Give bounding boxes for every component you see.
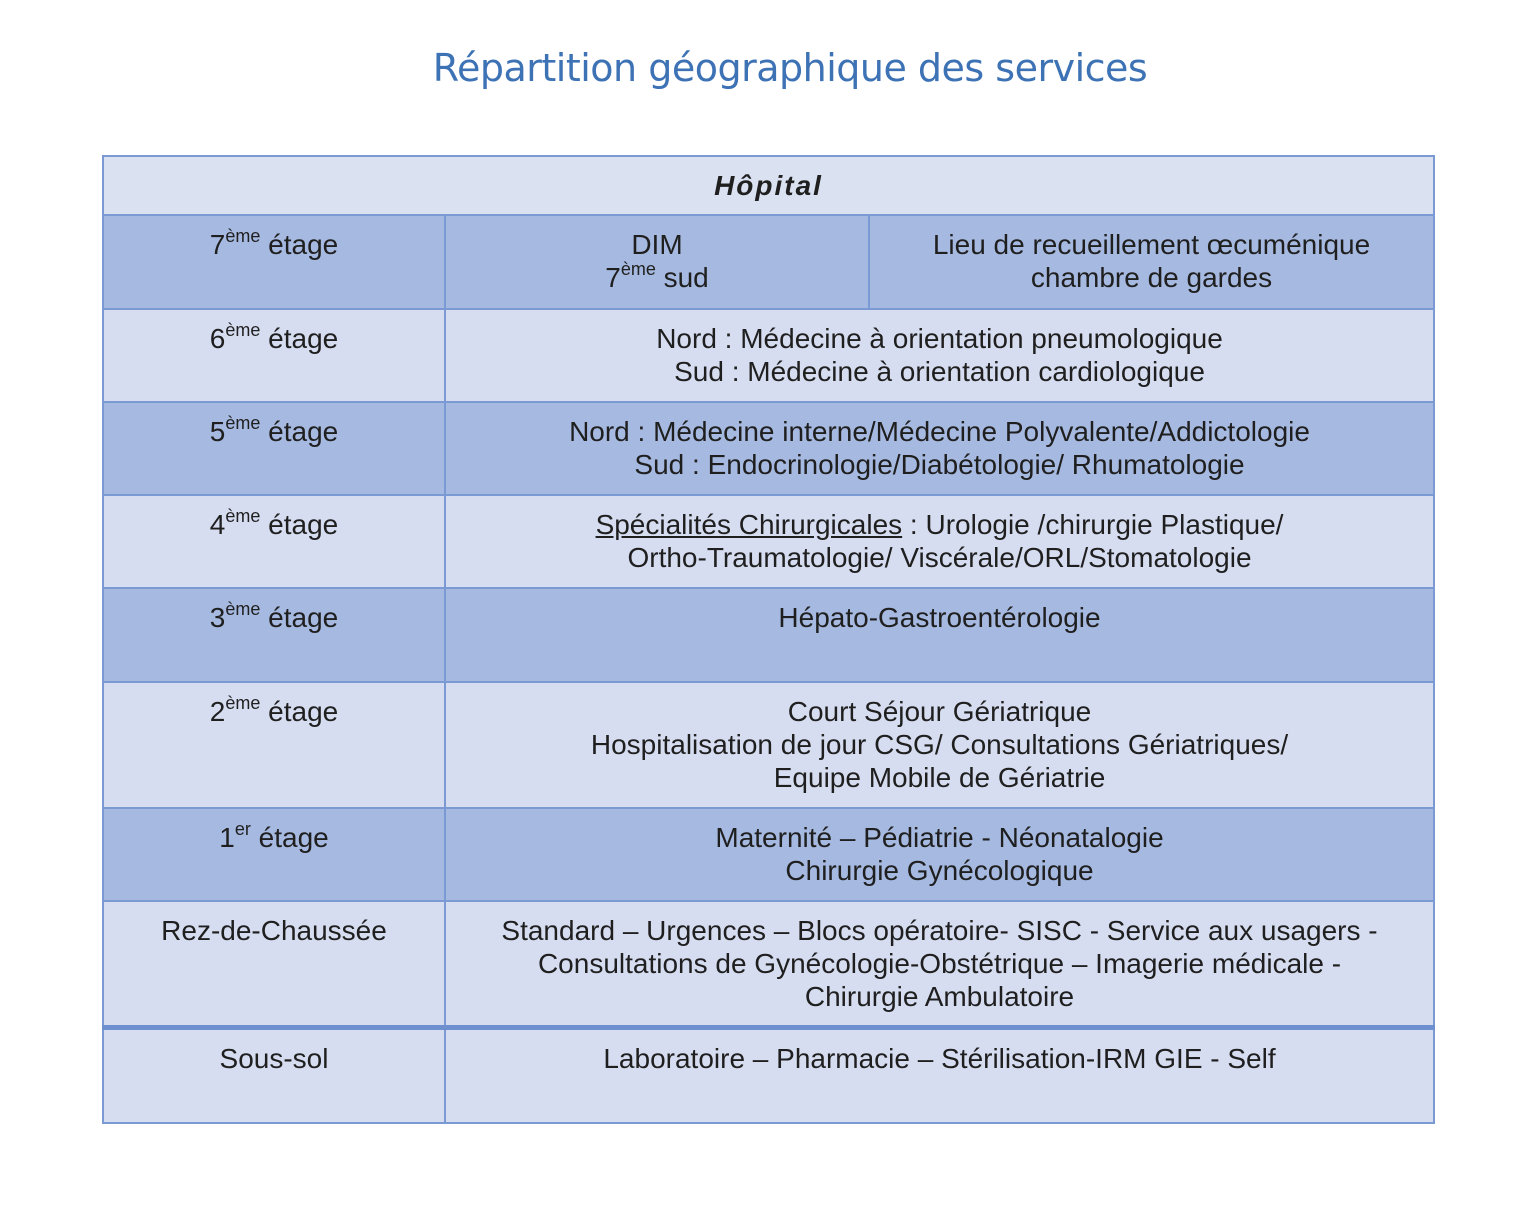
service-cell: Nord : Médecine interne/Médecine Polyvalente/Addictologie Sud : Endocrinologie/Diabétologie/ Rhumatologie	[445, 402, 1434, 495]
service-cell: Laboratoire – Pharmacie – Stérilisation-IRM GIE - Self	[445, 1027, 1434, 1123]
floor-label: 3ème étage	[103, 588, 445, 682]
floor-label: 1er étage	[103, 808, 445, 901]
floor-label: 4ème étage	[103, 495, 445, 588]
service-cell: Court Séjour Gériatrique Hospitalisation de jour CSG/ Consultations Gériatriques/ Equipe Mobile de Gériatrie	[445, 682, 1434, 808]
floor-label: 5ème étage	[103, 402, 445, 495]
service-cell: Nord : Médecine à orientation pneumologique Sud : Médecine à orientation cardiologique	[445, 309, 1434, 402]
service-cell: Hépato-Gastroentérologie	[445, 588, 1434, 682]
floor-label: 7ème étage	[103, 215, 445, 309]
floor-table	[102, 155, 1435, 1124]
service-cell: Standard – Urgences – Blocs opératoire- SISC - Service aux usagers - Consultations de Gynécologie-Obstétrique – Imagerie médicale - Chirurgie Ambulatoire	[445, 901, 1434, 1027]
floor-label: 6ème étage	[103, 309, 445, 402]
service-cell: Spécialités Chirurgicales : Urologie /chirurgie Plastique/ Ortho-Traumatologie/ Viscérale/ORL/Stomatologie	[445, 495, 1434, 588]
floor-label: Rez-de-Chaussée	[103, 901, 445, 1027]
service-cell: DIM 7ème sud	[445, 215, 869, 309]
service-cell: Lieu de recueillement œcuménique chambre de gardes	[869, 215, 1434, 309]
service-cell: Maternité – Pédiatrie - Néonatalogie Chirurgie Gynécologique	[445, 808, 1434, 901]
floor-label: Sous-sol	[103, 1027, 445, 1123]
table-header: Hôpital	[103, 156, 1434, 215]
page-title: Répartition géographique des services	[432, 46, 1148, 90]
floor-label: 2ème étage	[103, 682, 445, 808]
